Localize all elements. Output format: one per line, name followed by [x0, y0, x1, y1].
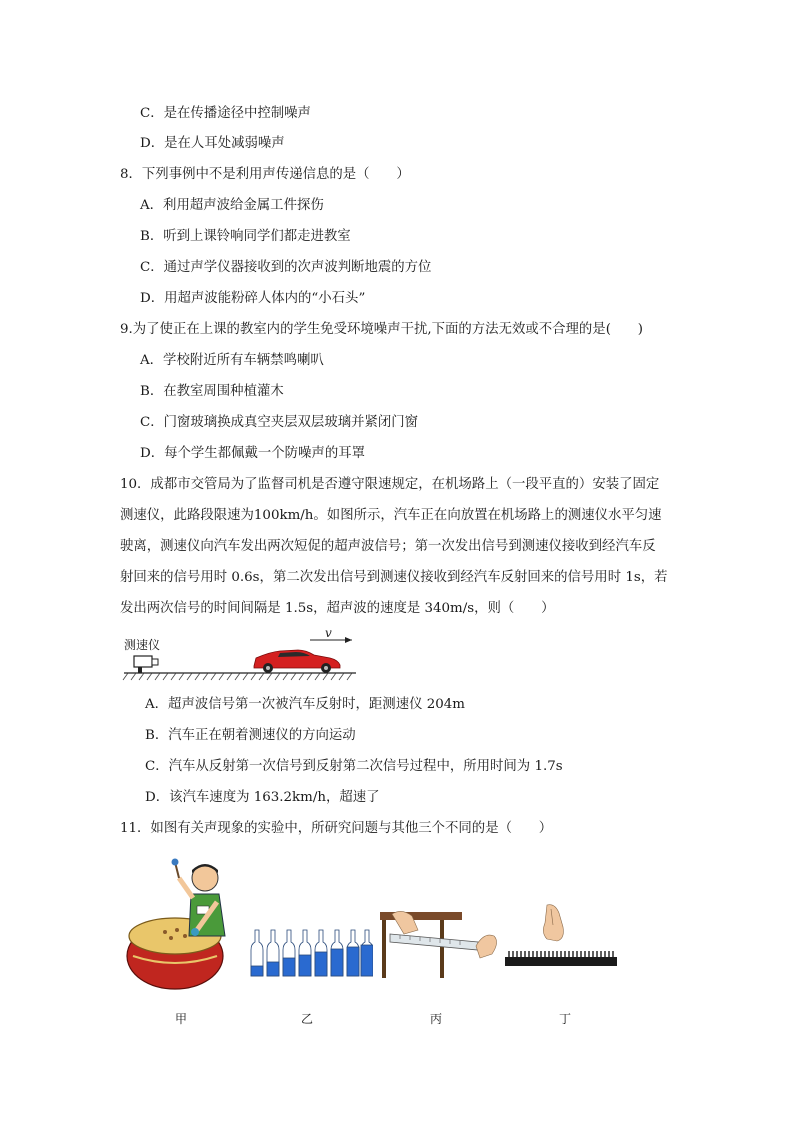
- figure-label-bing: 丙: [430, 1012, 443, 1026]
- question-9-stem: 9.为了使正在上课的教室内的学生免受环境噪声干扰,下面的方法无效或不合理的是( ): [120, 322, 643, 337]
- speed-device-label: 测速仪: [124, 638, 161, 652]
- question-10-stem-line-3: 驶离，测速仪向汽车发出两次短促的超声波信号；第一次发出信号到测速仪接收到经汽车反: [120, 539, 656, 554]
- question-10-stem-line-1: 10．成都市交管局为了监督司机是否遵守限速规定，在机场路上（一段平直的）安装了固定: [120, 477, 660, 492]
- speed-camera-figure: [120, 628, 360, 690]
- question-10-stem-line-2: 测速仪，此路段限速为100km/h。如图所示，汽车正在向放置在机场路上的测速仪水平匀速: [120, 508, 662, 523]
- q9-option-c: C．门窗玻璃换成真空夹层双层玻璃并紧闭门窗: [140, 415, 419, 430]
- question-8-stem: 8．下列事例中不是利用声传递信息的是（ ）: [120, 167, 410, 182]
- q10-option-b: B．汽车正在朝着测速仪的方向运动: [145, 728, 356, 743]
- water-bottles-illustration: [247, 928, 373, 978]
- option-d: D．是在人耳处减弱噪声: [140, 136, 285, 151]
- question-10-stem-line-4: 射回来的信号用时 0.6s，第二次发出信号到测速仪接收到经汽车反射回来的信号用时 1s，若: [120, 570, 668, 585]
- comb-illustration: [503, 903, 621, 979]
- q8-option-c: C．通过声学仪器接收到的次声波判断地震的方位: [140, 260, 432, 275]
- figure-label-jia: 甲: [175, 1012, 188, 1026]
- drum-experiment-illustration: [125, 858, 237, 998]
- option-c: C．是在传播途径中控制噪声: [140, 106, 311, 121]
- question-10-stem-line-5: 发出两次信号的时间间隔是 1.5s，超声波的速度是 340m/s，则（ ）: [120, 601, 555, 616]
- q9-option-d: D．每个学生都佩戴一个防噪声的耳罩: [140, 446, 365, 461]
- q8-option-a: A．利用超声波给金属工件探伤: [140, 198, 324, 213]
- q10-option-d: D．该汽车速度为 163.2km/h，超速了: [145, 790, 380, 805]
- q9-option-a: A．学校附近所有车辆禁鸣喇叭: [140, 353, 324, 368]
- q8-option-d: D．用超声波能粉碎人体内的“小石头”: [140, 291, 366, 306]
- q10-option-c: C．汽车从反射第一次信号到反射第二次信号过程中，所用时间为 1.7s: [145, 759, 563, 774]
- velocity-label: v: [325, 626, 332, 640]
- figure-label-ding: 丁: [559, 1012, 572, 1026]
- figure-label-yi: 乙: [301, 1012, 314, 1026]
- q10-option-a: A．超声波信号第一次被汽车反射时，距测速仪 204m: [145, 697, 465, 712]
- q9-option-b: B．在教室周围种植灌木: [140, 384, 284, 399]
- question-11-stem: 11．如图有关声现象的实验中，所研究问题与其他三个不同的是（ ）: [120, 821, 553, 836]
- ruler-on-table-illustration: [380, 906, 502, 981]
- q8-option-b: B．听到上课铃响同学们都走进教室: [140, 229, 351, 244]
